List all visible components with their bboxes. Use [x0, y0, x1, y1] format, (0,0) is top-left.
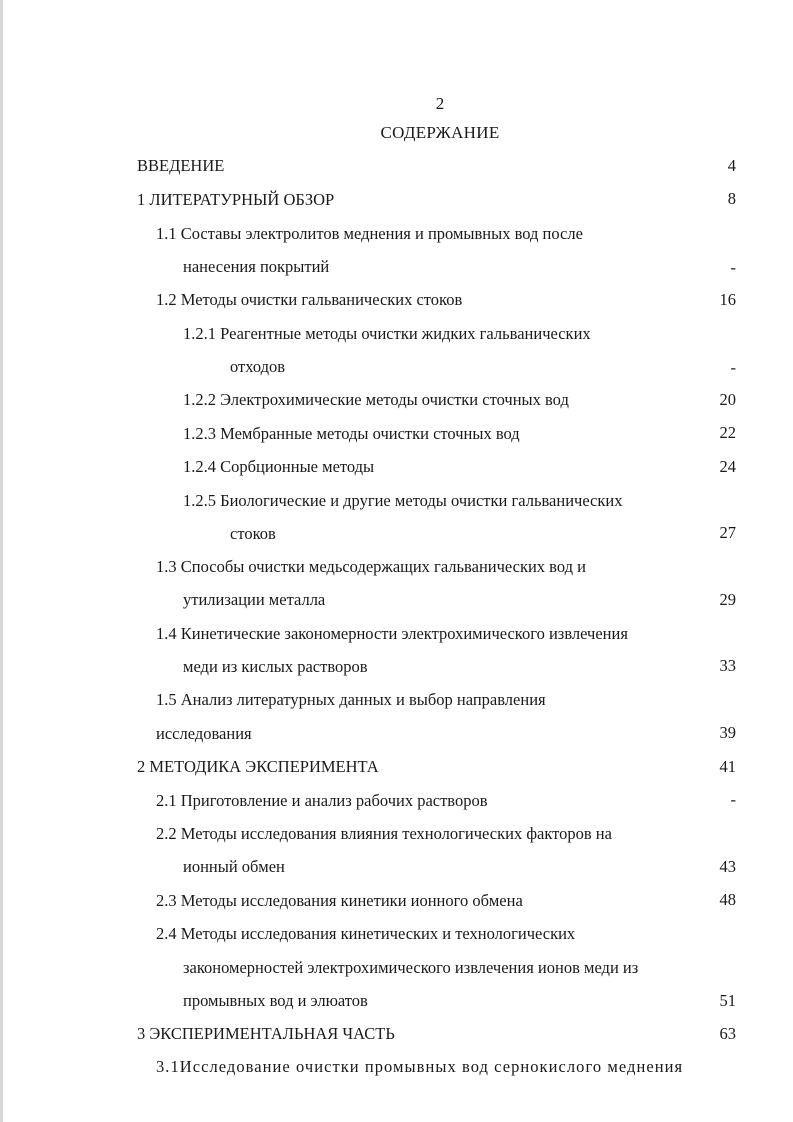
toc-entry-title[interactable]: 2.1 Приготовление и анализ рабочих растворов	[156, 791, 488, 810]
toc-entry-title-continued[interactable]: утилизации металла	[183, 590, 326, 609]
toc-entry-page: 29	[719, 590, 736, 609]
toc-entry-page: 27	[719, 523, 736, 542]
toc-entry-page: 4	[727, 156, 736, 175]
toc-entry-page: -	[730, 258, 736, 277]
toc-entry-page: 8	[727, 189, 736, 208]
toc-entry-title[interactable]: 1.3 Способы очистки медьсодержащих гальванических вод и	[156, 557, 586, 576]
toc-entry-title-continued[interactable]: закономерностей электрохимического извлечения ионов меди из	[183, 958, 639, 977]
toc-entry-title[interactable]: 1.1 Составы электролитов меднения и промывных вод после	[156, 224, 583, 243]
scan-edge	[0, 0, 3, 1122]
toc-entry-page: 48	[719, 890, 736, 909]
toc-entry-title-continued[interactable]: промывных вод и элюатов	[183, 991, 368, 1010]
toc-entry-page: 20	[719, 390, 736, 409]
toc-entry-title[interactable]: 1.2.2 Электрохимические методы очистки сточных вод	[183, 390, 569, 409]
toc-entry-title[interactable]: 3.1Исследование очистки промывных вод сернокислого меднения	[156, 1057, 684, 1076]
toc-entry-title[interactable]: 2.3 Методы исследования кинетики ионного обмена	[156, 891, 523, 910]
toc-entry-title[interactable]: 1 ЛИТЕРАТУРНЫЙ ОБЗОР	[137, 190, 335, 209]
toc-entry-page: 22	[719, 423, 736, 442]
toc-entry-title[interactable]: 3 ЭКСПЕРИМЕНТАЛЬНАЯ ЧАСТЬ	[137, 1024, 395, 1043]
toc-entry-page: 33	[719, 656, 736, 675]
toc-entry-title-continued[interactable]: ионный обмен	[183, 857, 285, 876]
toc-entry-page: 63	[719, 1024, 736, 1043]
toc-entry-page: 16	[719, 290, 736, 309]
toc-entry-page: -	[730, 790, 736, 809]
toc-entry-title[interactable]: 1.4 Кинетические закономерности электрохимического извлечения	[156, 624, 628, 643]
toc-entry-title[interactable]: 1.2.3 Мембранные методы очистки сточных вод	[183, 424, 520, 443]
toc-entry-title-continued[interactable]: исследования	[156, 724, 252, 743]
toc-entry-title-continued[interactable]: отходов	[230, 357, 286, 376]
toc-entry-title-continued[interactable]: нанесения покрытий	[183, 257, 330, 276]
toc-entry-title-continued[interactable]: меди из кислых растворов	[183, 657, 368, 676]
toc-entry-title[interactable]: 1.2.4 Сорбционные методы	[183, 457, 375, 476]
toc-entry-title[interactable]: 2.2 Методы исследования влияния технологических факторов на	[156, 824, 612, 843]
toc-entry-page: -	[730, 358, 736, 377]
toc-entry-title-continued[interactable]: стоков	[230, 524, 276, 543]
toc-entry-page: 41	[719, 757, 736, 776]
toc-entry-page: 51	[719, 991, 736, 1010]
toc-title: СОДЕРЖАНИЕ	[380, 123, 500, 142]
toc-entry-page: 39	[719, 723, 736, 742]
toc-entry-title[interactable]: 1.5 Анализ литературных данных и выбор направления	[156, 690, 546, 709]
toc-entry-title[interactable]: 1.2 Методы очистки гальванических стоков	[156, 290, 463, 309]
toc-entry-title[interactable]: 2.4 Методы исследования кинетических и технологических	[156, 924, 576, 943]
toc-entry-title[interactable]: 2 МЕТОДИКА ЭКСПЕРИМЕНТА	[137, 757, 379, 776]
toc-entry-page: 24	[719, 457, 736, 476]
toc-entry-title[interactable]: 1.2.1 Реагентные методы очистки жидких гальванических	[183, 324, 591, 343]
toc-entry-title[interactable]: 1.2.5 Биологические и другие методы очистки гальванических	[183, 491, 623, 510]
toc-entry-title[interactable]: ВВЕДЕНИЕ	[137, 156, 225, 175]
page-number: 2	[435, 94, 445, 113]
toc-entry-page: 43	[719, 857, 736, 876]
